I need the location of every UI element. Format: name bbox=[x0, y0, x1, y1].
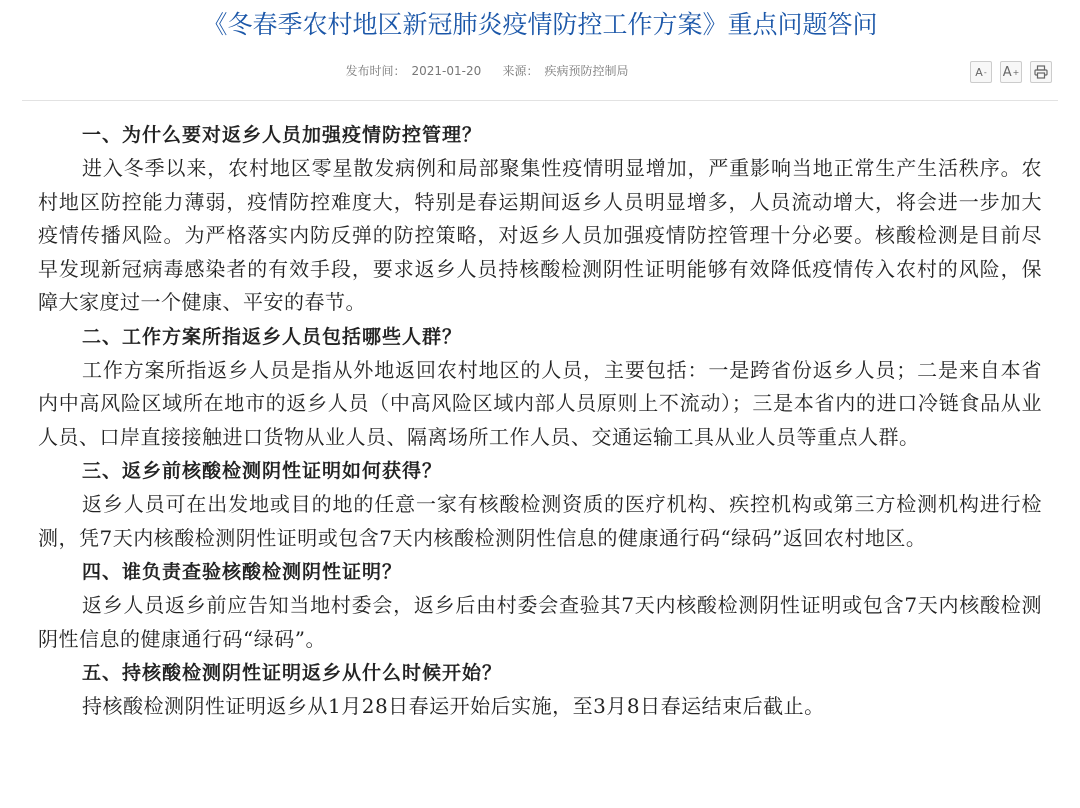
question-2: 二、工作方案所指返乡人员包括哪些人群？ bbox=[82, 325, 463, 348]
answer-4: 返乡人员返乡前应告知当地村委会，返乡后由村委会查验其7天内核酸检测阴性证明或包含7天内核酸检测阴性信息的健康通行码“绿码”。 bbox=[38, 593, 1042, 651]
article-meta bbox=[0, 62, 980, 79]
source-value: 疾病预防控制局 bbox=[544, 64, 629, 78]
page-title: 《冬春季农村地区新冠肺炎疫情防控工作方案》重点问题答问 bbox=[202, 10, 878, 39]
article-toolbar bbox=[970, 61, 1052, 83]
font-larger-icon: A bbox=[1002, 64, 1012, 80]
question-3: 三、返乡前核酸检测阴性证明如何获得？ bbox=[82, 460, 443, 482]
font-smaller-button[interactable]: A - bbox=[970, 61, 992, 83]
print-icon bbox=[1034, 65, 1048, 79]
print-button[interactable] bbox=[1030, 61, 1052, 83]
plus-sup: + bbox=[1012, 67, 1020, 77]
answer-1: 进入冬季以来，农村地区零星散发病例和局部聚集性疫情明显增加，严重影响当地正常生产生活秩序。农村地区防控能力薄弱，疫情防控难度大，特别是春运期间返乡人员明显增多，人员流动增大，将会进一步加大疫情传播风险。为严格落实内防反弹的防控策略，对返乡人员加强疫情防控管理十分必要。核酸检测是目前尽早发现新冠病毒感染者的有效手段，要求返乡人员持核酸检测阴性证明能够有效降低疫情传入农村的风险，保障大家度过一个健康、平安的春节。 bbox=[38, 156, 1042, 314]
header-divider bbox=[22, 100, 1058, 101]
answer-5: 持核酸检测阴性证明返乡从1月28日春运开始后实施，至3月8日春运结束后截止。 bbox=[82, 694, 825, 718]
article-body bbox=[38, 118, 1042, 724]
question-5: 五、持核酸检测阴性证明返乡从什么时候开始？ bbox=[82, 662, 503, 684]
answer-3: 返乡人员可在出发地或目的地的任意一家有核酸检测资质的医疗机构、疾控机构或第三方检测机构进行检测，凭7天内核酸检测阴性证明或包含7天内核酸检测阴性信息的健康通行码“绿码”返回农村地区。 bbox=[38, 492, 1042, 550]
publish-label: 发布时间： bbox=[345, 64, 406, 78]
answer-2: 工作方案所指返乡人员是指从外地返回农村地区的人员，主要包括：一是跨省份返乡人员；二是来自本省内中高风险区域所在地市的返乡人员（中高风险区域内部人员原则上不流动）；三是本省内的进口冷链食品从业人员、口岸直接接触进口货物从业人员、隔离场所工作人员、交通运输工具从业人员等重点人群。 bbox=[38, 357, 1042, 449]
font-smaller-icon: A bbox=[975, 65, 983, 79]
question-1: 一、为什么要对返乡人员加强疫情防控管理？ bbox=[82, 124, 483, 146]
question-4: 四、谁负责查验核酸检测阴性证明？ bbox=[82, 561, 403, 583]
font-larger-button[interactable] bbox=[1000, 61, 1022, 83]
publish-date: 2021-01-20 bbox=[411, 64, 482, 78]
source-label: 来源： bbox=[502, 64, 539, 78]
